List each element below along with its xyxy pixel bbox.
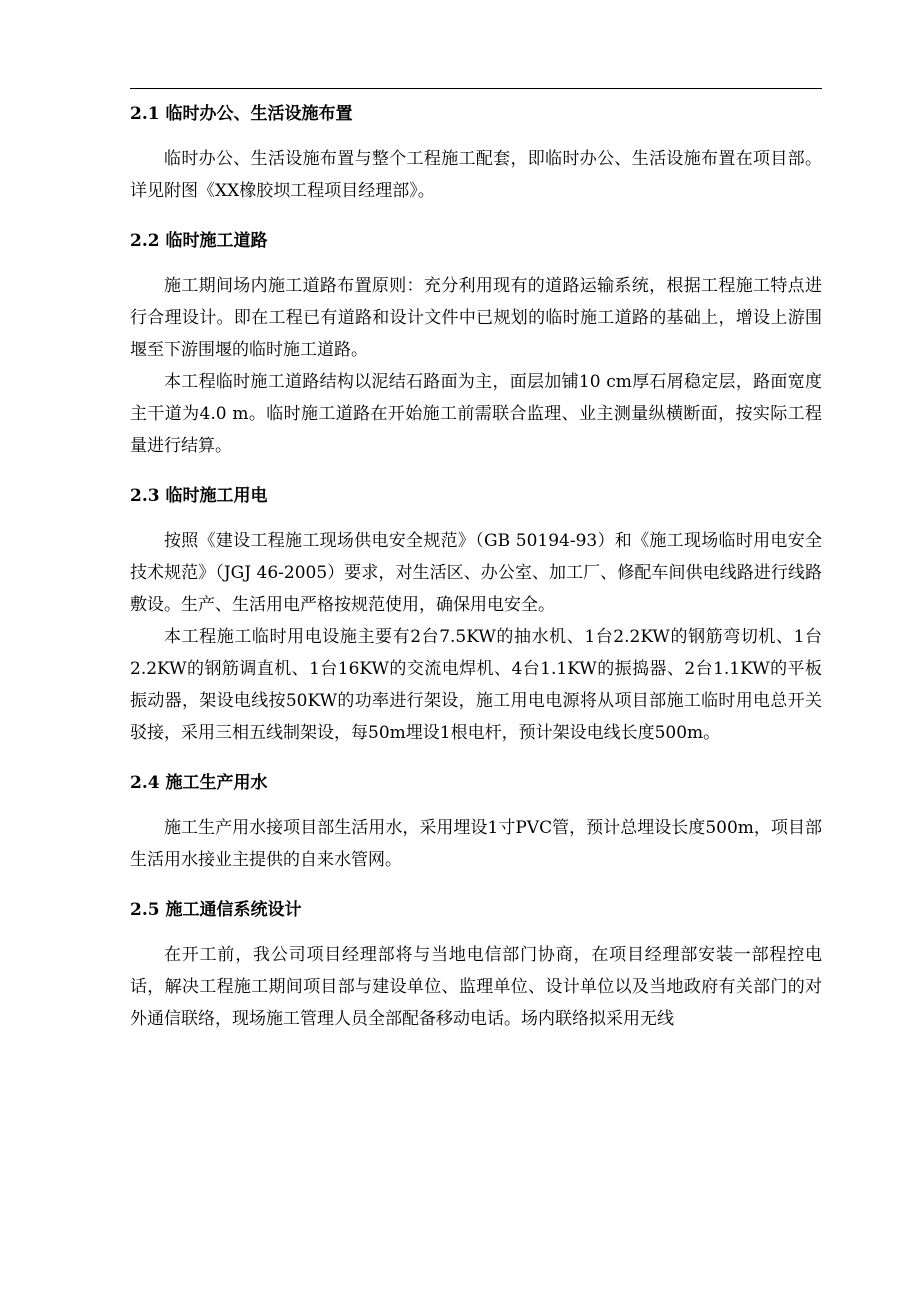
paragraph: 在开工前，我公司项目经理部将与当地电信部门协商，在项目经理部安装一部程控电话，解决工程施工期间项目部与建设单位、监理单位、设计单位以及当地政府有关部门的对外通信联络，现场施工管理人员全部配备移动电话。场内联络拟采用无线 <box>130 945 822 1029</box>
section-heading: 2.5 施工通信系统设计 <box>130 900 302 920</box>
paragraph: 临时办公、生活设施布置与整个工程施工配套，即临时办公、生活设施布置在项目部。详见附图《XX橡胶坝工程项目经理部》。 <box>130 149 822 201</box>
header-rule <box>130 88 822 89</box>
paragraph: 施工期间场内施工道路布置原则：充分利用现有的道路运输系统，根据工程施工特点进行合理设计。即在工程已有道路和设计文件中已规划的临时施工道路的基础上，增设上游围堰至下游围堰的临时施工道路。 <box>130 276 822 360</box>
section-heading: 2.4 施工生产用水 <box>130 773 268 793</box>
section-2-2 <box>130 225 822 462</box>
document-body <box>130 98 822 1035</box>
section-2-4 <box>130 767 822 876</box>
section-2-3 <box>130 480 822 749</box>
paragraph: 本工程施工临时用电设施主要有2台7.5KW的抽水机、1台2.2KW的钢筋弯切机、1台2.2KW的钢筋调直机、1台16KW的交流电焊机、4台1.1KW的振捣器、2台1.1KW的平板振动器，架设电线按50KW的功率进行架设，施工用电电源将从项目部施工临时用电总开关驳接，采用三相五线制架设，每50m埋设1根电杆，预计架设电线长度500m。 <box>130 627 822 743</box>
section-heading: 2.2 临时施工道路 <box>130 231 268 251</box>
section-heading: 2.3 临时施工用电 <box>130 486 268 506</box>
paragraph: 施工生产用水接项目部生活用水，采用埋设1寸PVC管，预计总埋设长度500m，项目部生活用水接业主提供的自来水管网。 <box>130 818 822 870</box>
section-2-1 <box>130 98 822 207</box>
paragraph: 本工程临时施工道路结构以泥结石路面为主，面层加铺10 cm厚石屑稳定层，路面宽度主干道为4.0 m。临时施工道路在开始施工前需联合监理、业主测量纵横断面，按实际工程量进行结算。 <box>130 372 822 456</box>
section-2-5 <box>130 894 822 1035</box>
section-heading: 2.1 临时办公、生活设施布置 <box>130 104 353 124</box>
paragraph: 按照《建设工程施工现场供电安全规范》（GB 50194-93）和《施工现场临时用电安全技术规范》（JGJ 46-2005）要求，对生活区、办公室、加工厂、修配车间供电线路进行线路敷设。生产、生活用电严格按规范使用，确保用电安全。 <box>130 531 822 615</box>
